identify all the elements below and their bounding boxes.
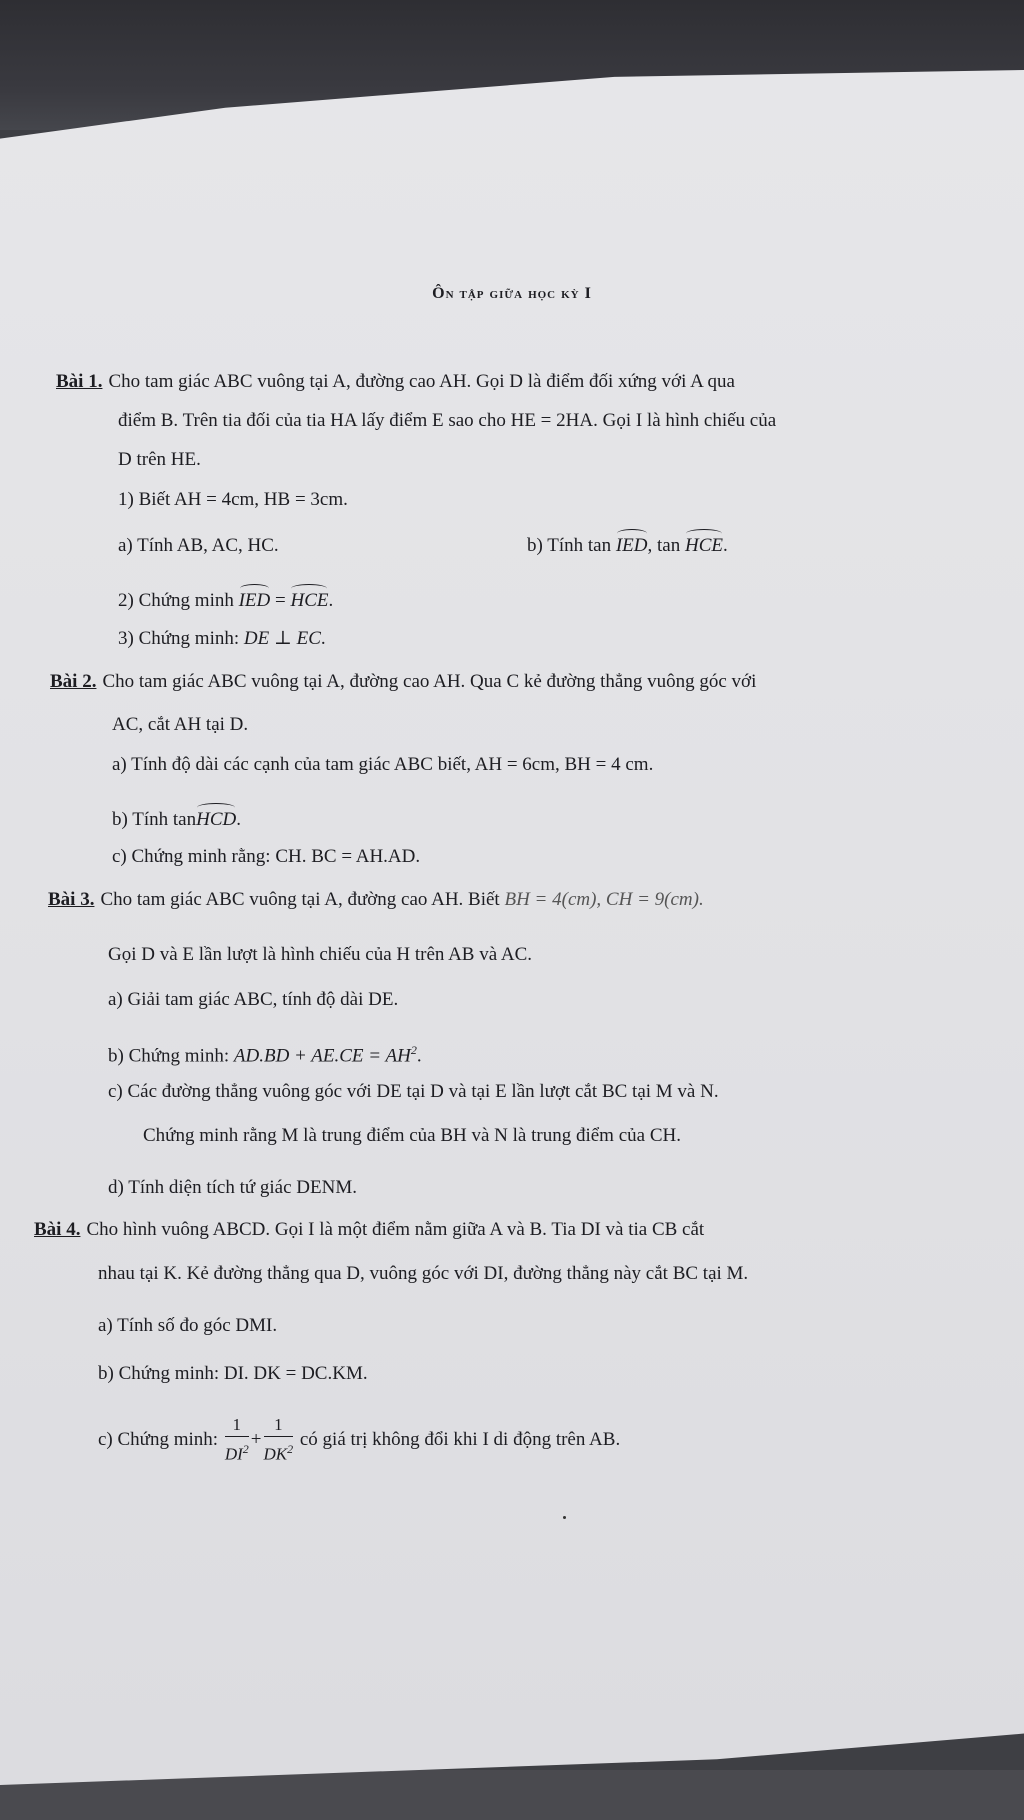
fraction-1-over-dk2: $\frac{1}{DK^2}$ (263, 1415, 294, 1464)
bai1-part1: 1) Biết AH = 4cm, HB = 3cm. (118, 489, 348, 510)
bai1-label: Bài 1. (56, 371, 103, 392)
bai4-part-b: b) Chứng minh: DI. DK = DC.KM. (98, 1363, 368, 1384)
bai3-line1: Bài 3. Cho tam giác ABC vuông tại A, đường cao AH. Biết BH = 4(cm), CH = 9(cm). (48, 889, 704, 910)
bai4-part-a: a) Tính số đo góc DMI. (98, 1315, 278, 1336)
angle-hce-2: HCE (290, 585, 328, 613)
bai1-line2: điểm B. Trên tia đối của tia HA lấy điểm E sao cho HE = 2HA. Gọi I là hình chiếu của (118, 410, 777, 431)
bai3-part-c1: c) Các đường thẳng vuông góc với DE tại D và tại E lần lượt cắt BC tại M và N. (108, 1081, 719, 1102)
angle-ied-2: IED (239, 585, 271, 613)
bai2-part-a: a) Tính độ dài các cạnh của tam giác ABC biết, AH = 6cm, BH = 4 cm. (112, 754, 654, 775)
bai1-line3: D trên HE. (118, 449, 201, 470)
angle-ied: IED (616, 530, 648, 558)
ink-dot (563, 1516, 566, 1519)
bai3-label: Bài 3. (48, 889, 95, 910)
page-title: Ôn tập giữa học kỳ I (432, 285, 592, 302)
angle-hcd: HCD (196, 804, 236, 832)
bai3-part-d: d) Tính diện tích tứ giác DENM. (108, 1177, 357, 1198)
bai2-label: Bài 2. (50, 671, 97, 692)
fraction-1-over-di2: $\frac{1}{DI^2}$ (224, 1415, 249, 1464)
bai2-line2: AC, cắt AH tại D. (112, 714, 249, 735)
bai3-part-a: a) Giải tam giác ABC, tính độ dài DE. (108, 989, 399, 1010)
bai4-line2: nhau tại K. Kẻ đường thẳng qua D, vuông góc với DI, đường thẳng này cắt BC tại M. (98, 1263, 749, 1284)
bai4-part-c: c) Chứng minh: $\frac{1}{DI^2}$ + $\frac{1}{DK^2}$ có giá trị không đổi khi I di động trên AB. (98, 1414, 620, 1467)
bai1-part1a: a) Tính AB, AC, HC. (118, 535, 279, 556)
bai1-part2: 2) Chứng minh IED = HCE. (118, 585, 333, 613)
bai4-line1: Bài 4. Cho hình vuông ABCD. Gọi I là một điểm nằm giữa A và B. Tia DI và tia CB cắt (34, 1219, 705, 1240)
bai1-part3: 3) Chứng minh: DE ⊥ EC. (118, 628, 326, 649)
bai1-part1b: b) Tính tan IED, tan HCE. (527, 530, 728, 558)
bai2-line1: Bài 2. Cho tam giác ABC vuông tại A, đường cao AH. Qua C kẻ đường thẳng vuông góc với (50, 671, 757, 692)
bai3-line2: Gọi D và E lần lượt là hình chiếu của H trên AB và AC. (108, 944, 533, 965)
bai1-line1: Bài 1. Cho tam giác ABC vuông tại A, đường cao AH. Gọi D là điểm đối xứng với A qua (56, 371, 735, 392)
bai3-part-c2: Chứng minh rằng M là trung điểm của BH và N là trung điểm của CH. (143, 1125, 681, 1146)
bai4-label: Bài 4. (34, 1219, 81, 1240)
bai2-part-b: b) Tính tanHCD. (112, 804, 241, 832)
angle-hce: HCE (685, 530, 723, 558)
bai3-part-b: b) Chứng minh: $AD.BD + AE.CE = AH^2$. (108, 1043, 422, 1067)
bai2-part-c: c) Chứng minh rằng: CH. BC = AH.AD. (112, 846, 421, 867)
